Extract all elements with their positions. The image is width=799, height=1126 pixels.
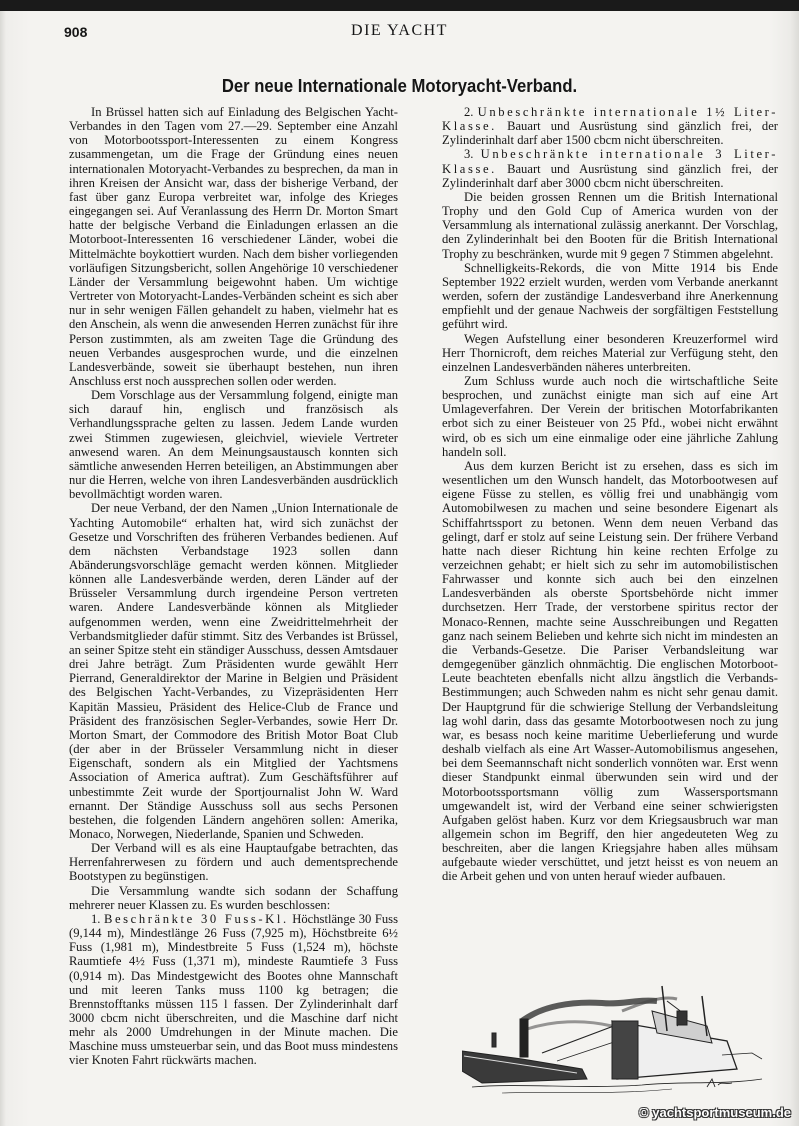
- paragraph-languages: Dem Vorschlage aus der Versammlung folgend, einigte man sich darauf hin, englisch und französisch als Verhandlungssprache gelten zu lassen. Jedem Lande wurden zwei Stimmen zugewiesen, gleichviel, wieviele Vertreter anwesend waren. An dem Meinungsaustausch konnten sich sämtliche anwesenden Herren beteiligen, an Abstimmungen aber nur die Herren, welche von ihren Landesverbänden ausdrücklich bevollmächtigt worden waren.: [69, 388, 398, 502]
- left-column: [69, 105, 398, 1068]
- class-1-rule: [69, 912, 398, 1068]
- right-column: [442, 105, 778, 884]
- class-2-text: Bauart und Ausrüstung sind gänzlich frei, der Zylinderinhalt darf aber 1500 cbcm nicht überschreiten.: [442, 119, 778, 148]
- paragraph-organization: Der neue Verband, der den Namen „Union Internationale de Yachting Automobile“ erhalten hat, wird sich zunächst der Gesetze und Vorschriften des früheren Verbandes bedienen. Auf dem nächsten Verbandstage 1923 sollen dann Abänderungsvorschläge gemacht werden können. Mitglieder können alle Landesverbände werden, deren Länder auf der Brüsseler Versammlung durch irgendeine Person vertreten waren. Andere Landesverbände können als Mitglieder aufgenommen werden, wenn eine Zweidrittelmehrheit der Verbandsmitglieder dafür stimmt. Sitz des Verbandes ist Brüssel, an seiner Spitze steht ein ständiger Ausschuss, dessen Amtsdauer drei Jahre beträgt. Zum Präsidenten wurde gewählt Herr Pierrand, Generaldirektor der Marine in Belgien und Präsident des Belgischen Yacht-Verbandes, zu Vizepräsidenten Herr Kapitän Massieu, Präsident des Helice-Club de France und Präsident des französischen Segler-Verbandes, sowie Herr Dr. Morton Smart, der Commodore des British Motor Boat Club (der aber in der Brüsseler Versammlung nicht in dieser Eigenschaft, sondern als ein Mitglied der Yachtsmens Association of America auftrat). Zum Geschäftsführer auf unbestimmte Zeit wurde der Sportjournalist John W. Ward ernannt. Der Ständige Ausschuss soll aus sechs Personen bestehen, die folgenden Ländern angehören sollen: Amerika, Monaco, Norwegen, Niederlande, Spanien und Schweden.: [69, 501, 398, 841]
- watermark: © yachtsportmuseum.de: [639, 1105, 791, 1120]
- paragraph-races: Die beiden grossen Rennen um die British International Trophy und den Gold Cup of America wurden von der Versammlung als international zulässig anerkannt. Der Vorschlag, den Zylinderinhalt bei den Booten für die British International Trophy zu beschränken, wurde mit 9 gegen 7 Stimmen abgelehnt.: [442, 189, 778, 261]
- article-title: Der neue Internationale Motoryacht-Verband.: [221, 75, 578, 96]
- paragraph-founding: In Brüssel hatten sich auf Einladung des Belgischen Yacht-Verbandes in den Tagen vom 27.—29. September eine Anzahl von Motorbootssport-Interessenten zu einem Kongress zusammengetan, um die Frage der Gründung eines neuen internationalen Motoryacht-Verbandes zu besprechen, da man in ihren Kreisen der Ansicht war, dass der bisherige Verband, der fast über ganz Europa verbreitet war, infolge des Krieges eingegangen sei. Auf Veranlassung des Herrn Dr. Morton Smart hatte der belgische Verband die Einladungen erlassen an die Motorboot-Interessenten 16 verschiedener Länder, wobei die Mittelmächte boykottiert wurden. Nach dem bisher vorliegenden vorläufigen Sitzungsbericht, sollen Angehörige 10 verschiedener Länder der Versammlung beigewohnt haben. Um wichtige Vertreter von Motoryacht-Landes-Verbänden scheint es sich aber nur in sehr wenigen Fällen gehandelt zu haben, vielmehr hat es den Anschein, als wenn die anwesenden Herren zunächst für ihre Person zustimmten, als am zweiten Tage die Gründung des neuen Verbandes ausgesprochen wurde, und die einzelnen Landesverbände, soweit sie überhaupt bestehen, nun ihren Anschluss erst noch aussprechen sollen oder werden.: [69, 105, 398, 388]
- class-2-rule: [442, 105, 778, 147]
- class-3-rule: [442, 147, 778, 189]
- paragraph-finances: Zum Schluss wurde auch noch die wirtschaftliche Seite besprochen, und zunächst einigte man sich auf eine Art Umlageverfahren. Der Verein der britischen Motorfabrikanten erbot sich zu einer Beisteuer von 25 Pfd., wobei nicht erwähnt wird, ob es sich um eine einmalige oder eine jährliche Zahlung handeln soll.: [442, 373, 778, 459]
- class-1-name: Beschränkte 30 Fuss-Kl.: [103, 911, 289, 926]
- class-2-number: 2.: [464, 105, 474, 119]
- magazine-page: [0, 11, 799, 1126]
- paragraph-conclusion: Aus dem kurzen Bericht ist zu ersehen, dass es sich im wesentlichen um den Wunsch handelt, das Motorbootwesen auf eigene Füsse zu stellen, es völlig frei und unabhängig vom Automobilwesen zu machen und seine besondere Eigenart als Schiffahrtssport zu betonen. Wenn dem neuen Verband das gelingt, darf er stolz auf seine Leistung sein. Der frühere Verband hatte nach dieser Richtung hin keine rechten Erfolge zu verzeichnen gehabt; er hielt sich zu sehr im automobilistischen Fahrwasser und konnte sich auch bei den einzelnen Landesverbänden als oberste Sportsbehörde nicht immer durchsetzen. Herr Trade, der verstorbene spiritus rector der Monaco-Rennen, machte seine Ausschreibungen und Regatten ganz nach seinem Belieben und kehrte sich nicht im mindesten an die Verbands-Gesetze. Die Pariser Verbandsleitung war demgegenüber gänzlich ohnmächtig. Die englischen Motorboot-Leute beachteten ebenfalls nicht allzu ängstlich die Verbands-Bestimmungen; auch Schweden nahm es nicht sehr genau damit. Der Hauptgrund für die schwierige Stellung der Verbandsleitung lag wohl darin, dass das gesamte Motorbootwesen noch zu jung war, es besass noch keine maritime Ueberlieferung und wurde deshalb vielfach als eine Art Wasser-Automobilismus angesehen, bei dem Seemannschaft nicht sonderlich vonnöten war. Erst wenn dieser Standpunkt einmal überwunden sein wird und der Motorbootssportsmann völlig zum Wassersportsmann umgewandelt ist, wird der Verband eine seiner schwierigsten Aufgaben gelöst haben. Kurz vor dem Kriegsausbruch war man allgemein schon im Begriff, den hier angedeuteten Weg zu beschreiten, aber die langen Kriegsjahre haben alles mühsam aufgebaute wieder verschüttet, und jetzt heisst es von neuem an die Arbeit gehen und von unten herauf wieder aufbauen.: [442, 458, 778, 884]
- paragraph-aims: Der Verband will es als eine Hauptaufgabe betrachten, das Herrenfahrerwesen zu fördern und auch dementsprechende Bootstypen zu begünstigen.: [69, 841, 398, 884]
- class-3-text: Bauart und Ausrüstung sind gänzlich frei, der Zylinderinhalt darf aber 3000 cbcm nicht überschreiten.: [442, 161, 778, 190]
- class-3-name: Unbeschränkte internationale 3 Liter-Klasse.: [442, 147, 778, 176]
- running-head: DIE YACHT: [351, 22, 448, 39]
- class-3-number: 3.: [464, 147, 474, 162]
- class-2-name: Unbeschränkte internationale 1½ Liter-Klasse.: [442, 105, 778, 134]
- class-1-text: Höchstlänge 30 Fuss (9,144 m), Mindestlänge 26 Fuss (7,925 m), Höchstbreite 6½ Fuss (1,981 m), Mindestbreite 5 Fuss (1,524 m), höchste Raumtiefe 4½ Fuss (1,371 m), mindeste Raumtiefe 3 Fuss (0,914 m). Das Mindestgewicht des Bootes ohne Mannschaft und mit leeren Tanks muss 1100 kg betragen; die Brennstofftanks müssen 115 l fassen. Der Zylinderinhalt darf 3000 cbcm nicht überschreiten, und die Maschine darf nicht mehr als 2000 Umdrehungen in der Minute machen. Die Maschine muss umsteuerbar sein, und das Boot muss mindestens vier Knoten Fahrt rückwärts machen.: [69, 911, 398, 1068]
- ship-sketch-illustration: [462, 981, 782, 1101]
- paragraph-records: Schnelligkeits-Rekords, die von Mitte 1914 bis Ende September 1922 erzielt wurden, werden vom Verbande anerkannt werden, sofern der zuständige Landesverband ihre Anerkennung empfiehlt und der genaue Nachweis der sorgfältigen Feststellung geführt wird.: [442, 260, 778, 332]
- page-number: 908: [64, 24, 88, 40]
- paragraph-cruiser-formula: Wegen Aufstellung einer besonderen Kreuzerformel wird Herr Thornicroft, dem reiches Material zur Verfügung steht, den einzelnen Landesverbänden näheres unterbreiten.: [442, 331, 778, 374]
- paragraph-classes-intro: Die Versammlung wandte sich sodann der Schaffung mehrerer neuer Klassen zu. Es wurden beschlossen:: [69, 883, 398, 912]
- class-1-number: 1.: [91, 911, 101, 926]
